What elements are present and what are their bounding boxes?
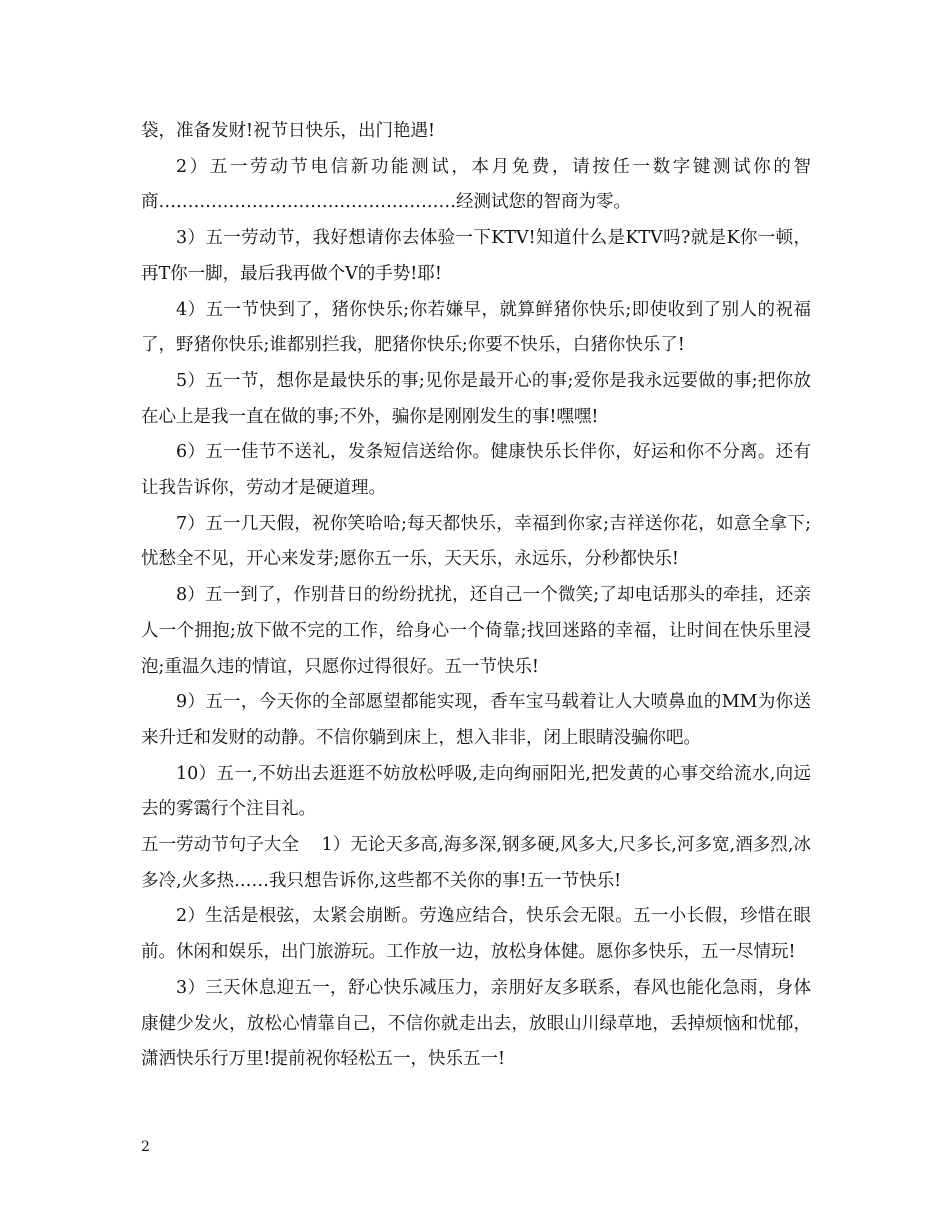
paragraph-13: 3）三天休息迎五一，舒心快乐减压力，亲朋好友多联系，春风也能化急雨，身体康健少发火，放松心情靠自己，不信你就走出去，放眼山川绿草地，丢掉烦恼和忧郁，潇洒快乐行万里!提前祝你轻松五一，快乐五一! bbox=[141, 977, 811, 1070]
document-body bbox=[141, 114, 811, 1078]
paragraph-11: 五一劳动节句子大全 1）无论天多高,海多深,钢多硬,风多大,尺多长,河多宽,酒多烈,冰多冷,火多热……我只想告诉你,这些都不关你的事!五一节快乐! bbox=[141, 835, 811, 891]
paragraph-6: 6）五一佳节不送礼，发条短信送给你。健康快乐长伴你，好运和你不分离。还有让我告诉你，劳动才是硬道理。 bbox=[141, 442, 811, 499]
paragraph-10: 10）五一,不妨出去逛逛不妨放松呼吸,走向绚丽阳光,把发黄的心事交给流水,向远去的雾霭行个注目礼。 bbox=[141, 763, 811, 820]
paragraph-7: 7）五一几天假，祝你笑哈哈;每天都快乐，幸福到你家;吉祥送你花，如意全拿下;忧愁全不见，开心来发芽;愿你五一乐，天天乐，永远乐，分秒都快乐! bbox=[141, 513, 811, 570]
paragraph-12: 2）生活是根弦，太紧会崩断。劳逸应结合，快乐会无限。五一小长假，珍惜在眼前。休闲和娱乐，出门旅游玩。工作放一边，放松身体健。愿你多快乐，五一尽情玩! bbox=[141, 906, 811, 963]
paragraph-2: 2）五一劳动节电信新功能测试，本月免费，请按任一数字键测试你的智商……………………………………………经测试您的智商为零。 bbox=[141, 156, 811, 213]
paragraph-4: 4）五一节快到了，猪你快乐;你若嫌早，就算鲜猪你快乐;即使收到了别人的祝福了，野猪你快乐;谁都别拦我，肥猪你快乐;你要不快乐，白猪你快乐了! bbox=[141, 299, 811, 356]
paragraph-5: 5）五一节，想你是最快乐的事;见你是最开心的事;爱你是我永远要做的事;把你放在心上是我一直在做的事;不外，骗你是刚刚发生的事!嘿嘿! bbox=[141, 370, 811, 427]
page-number: 2 bbox=[141, 1139, 150, 1155]
paragraph-9: 9）五一，今天你的全部愿望都能实现，香车宝马载着让人大喷鼻血的MM为你送来升迁和发财的动静。不信你躺到床上，想入非非，闭上眼睛没骗你吧。 bbox=[141, 692, 811, 748]
paragraph-8: 8）五一到了，作别昔日的纷纷扰扰，还自己一个微笑;了却电话那头的牵挂，还亲人一个拥抱;放下做不完的工作，给身心一个倚靠;找回迷路的幸福，让时间在快乐里浸泡;重温久违的情谊，只愿你过得很好。五一节快乐! bbox=[141, 585, 811, 677]
paragraph-1: 袋，准备发财!祝节日快乐，出门艳遇! bbox=[141, 121, 436, 141]
paragraph-3: 3）五一劳动节，我好想请你去体验一下KTV!知道什么是KTV吗?就是K你一顿，再T你一脚，最后我再做个V的手势!耶! bbox=[141, 228, 811, 284]
